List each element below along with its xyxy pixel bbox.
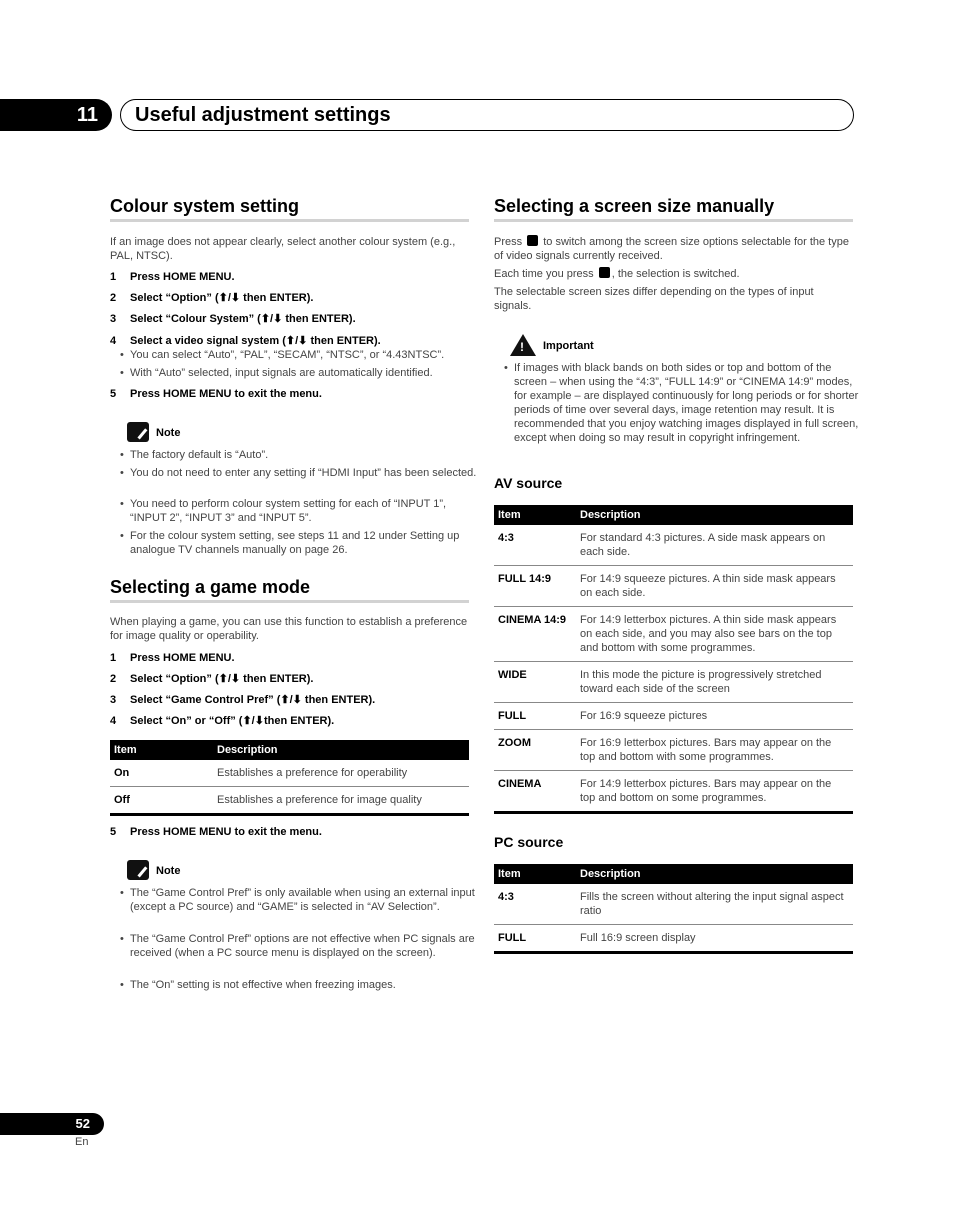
screen-size-button-icon <box>599 267 610 278</box>
important-text: • If images with black bands on both sides or top and bottom of the screen – when using the “4:3”, “FULL 14:9” or “CINEMA 14:9” modes, for example – are displayed continuously for long periods or for shorter periods of time over several days, image retention may result. It is recommended that you enjoy watching images displayed in full screen, except when doing so may result in copyright infringement. <box>504 361 863 445</box>
note-item: • The “On” setting is not effective when freezing images. <box>120 978 479 992</box>
section-rule <box>110 219 469 222</box>
step-3: 3 Select “Game Control Pref” (⬆/⬇ then ENTER). <box>110 694 376 706</box>
note-item: • The “Game Control Pref” is only available when using an external input (except a PC source) and “GAME” is selected in “AV Selection”. <box>120 886 479 914</box>
step-4-bullet: • You can select “Auto”, “PAL”, “SECAM”, “NTSC”, or “4.43NTSC”. <box>120 348 479 362</box>
step-3: 3 Select “Colour System” (⬆/⬇ then ENTER). <box>110 313 356 325</box>
col-header: Item <box>494 505 576 525</box>
table-row: FULL For 16:9 squeeze pictures <box>494 703 853 730</box>
note-icon <box>127 422 149 442</box>
table-row: WIDE In this mode the picture is progressively stretched toward each side of the screen <box>494 662 853 703</box>
table-row: 4:3 For standard 4:3 pictures. A side mask appears on each side. <box>494 525 853 566</box>
screen-section-title: Selecting a screen size manually <box>494 196 775 216</box>
note-item: • For the colour system setting, see steps 11 and 12 under Setting up analogue TV channels manually on page 26. <box>120 529 479 557</box>
av-source-title: AV source <box>494 475 563 491</box>
note-item: • The factory default is “Auto”. <box>120 448 479 462</box>
screen-intro: Press to switch among the screen size options selectable for the type of video signals currently received. <box>494 236 849 262</box>
screen-size-button-icon <box>527 235 538 246</box>
game-intro: When playing a game, you can use this function to establish a preference for image quality or operability. <box>110 616 468 642</box>
pc-source-title: PC source <box>494 834 564 850</box>
table-row: FULL 14:9 For 14:9 squeeze pictures. A thin side mask appears on each side. <box>494 566 853 607</box>
table-row: FULL Full 16:9 screen display <box>498 932 696 944</box>
game-section-title: Selecting a game mode <box>110 577 311 597</box>
note-icon <box>127 860 149 880</box>
step-4: 4 Select “On” or “Off” (⬆/⬇then ENTER). <box>110 715 335 727</box>
screen-note-text: The selectable screen sizes differ depending on the types of input signals. <box>494 286 814 312</box>
note-label: Note <box>156 427 181 439</box>
table-row: On Establishes a preference for operability <box>110 760 469 787</box>
note-item: • The “Game Control Pref” options are not effective when PC signals are received (when a PC source menu is displayed on the screen). <box>120 932 479 960</box>
game-table <box>110 740 469 816</box>
step-5: 5 Press HOME MENU to exit the menu. <box>110 826 322 838</box>
col-header: Description <box>213 740 469 760</box>
table-row: CINEMA 14:9 For 14:9 letterbox pictures. A thin side mask appears on each side, and you may also see bars on the top and bottom with some programmes. <box>494 607 853 662</box>
table-row: ZOOM For 16:9 letterbox pictures. Bars may appear on the top and bottom with some programmes. <box>494 730 853 771</box>
screen-press-text: Each time you press , the selection is switched. <box>494 268 740 280</box>
step-1: 1 Press HOME MENU. <box>110 652 235 664</box>
col-header: Item <box>494 864 576 884</box>
important-label: Important <box>543 340 594 352</box>
note-item: • You do not need to enter any setting if “HDMI Input” has been selected. <box>120 466 479 480</box>
col-header: Description <box>576 505 853 525</box>
section-rule <box>110 600 469 603</box>
col-header: Item <box>110 740 213 760</box>
table-row: Off Establishes a preference for image quality <box>114 794 422 806</box>
warning-icon: ! <box>510 334 536 356</box>
table-row: 4:3 Fills the screen without altering the input signal aspect ratio <box>494 884 853 925</box>
chapter-number: 11 <box>76 104 98 126</box>
page-language: En <box>75 1136 89 1148</box>
step-4: 4 Select a video signal system (⬆/⬇ then ENTER). <box>110 335 381 347</box>
av-source-table <box>494 505 853 814</box>
chapter-title: Useful adjustment settings <box>135 104 391 126</box>
page-number: 52 <box>75 1116 90 1131</box>
colour-section-title: Colour system setting <box>110 196 300 216</box>
note-item: • You need to perform colour system setting for each of “INPUT 1”, “INPUT 2”, “INPUT 3” and “INPUT 5”. <box>120 497 479 525</box>
col-header: Description <box>576 864 853 884</box>
step-2: 2 Select “Option” (⬆/⬇ then ENTER). <box>110 673 314 685</box>
step-4-bullet: • With “Auto” selected, input signals are automatically identified. <box>120 366 479 380</box>
step-1: 1 Press HOME MENU. <box>110 271 235 283</box>
step-5: 5 Press HOME MENU to exit the menu. <box>110 388 322 400</box>
section-rule <box>494 219 853 222</box>
note-label: Note <box>156 865 181 877</box>
pc-source-table <box>494 864 853 954</box>
step-2: 2 Select “Option” (⬆/⬇ then ENTER). <box>110 292 314 304</box>
table-row: CINEMA For 14:9 letterbox pictures. Bars may appear on the top and bottom on some programmes. <box>498 778 832 804</box>
colour-intro: If an image does not appear clearly, select another colour system (e.g., PAL, NTSC). <box>110 236 456 262</box>
